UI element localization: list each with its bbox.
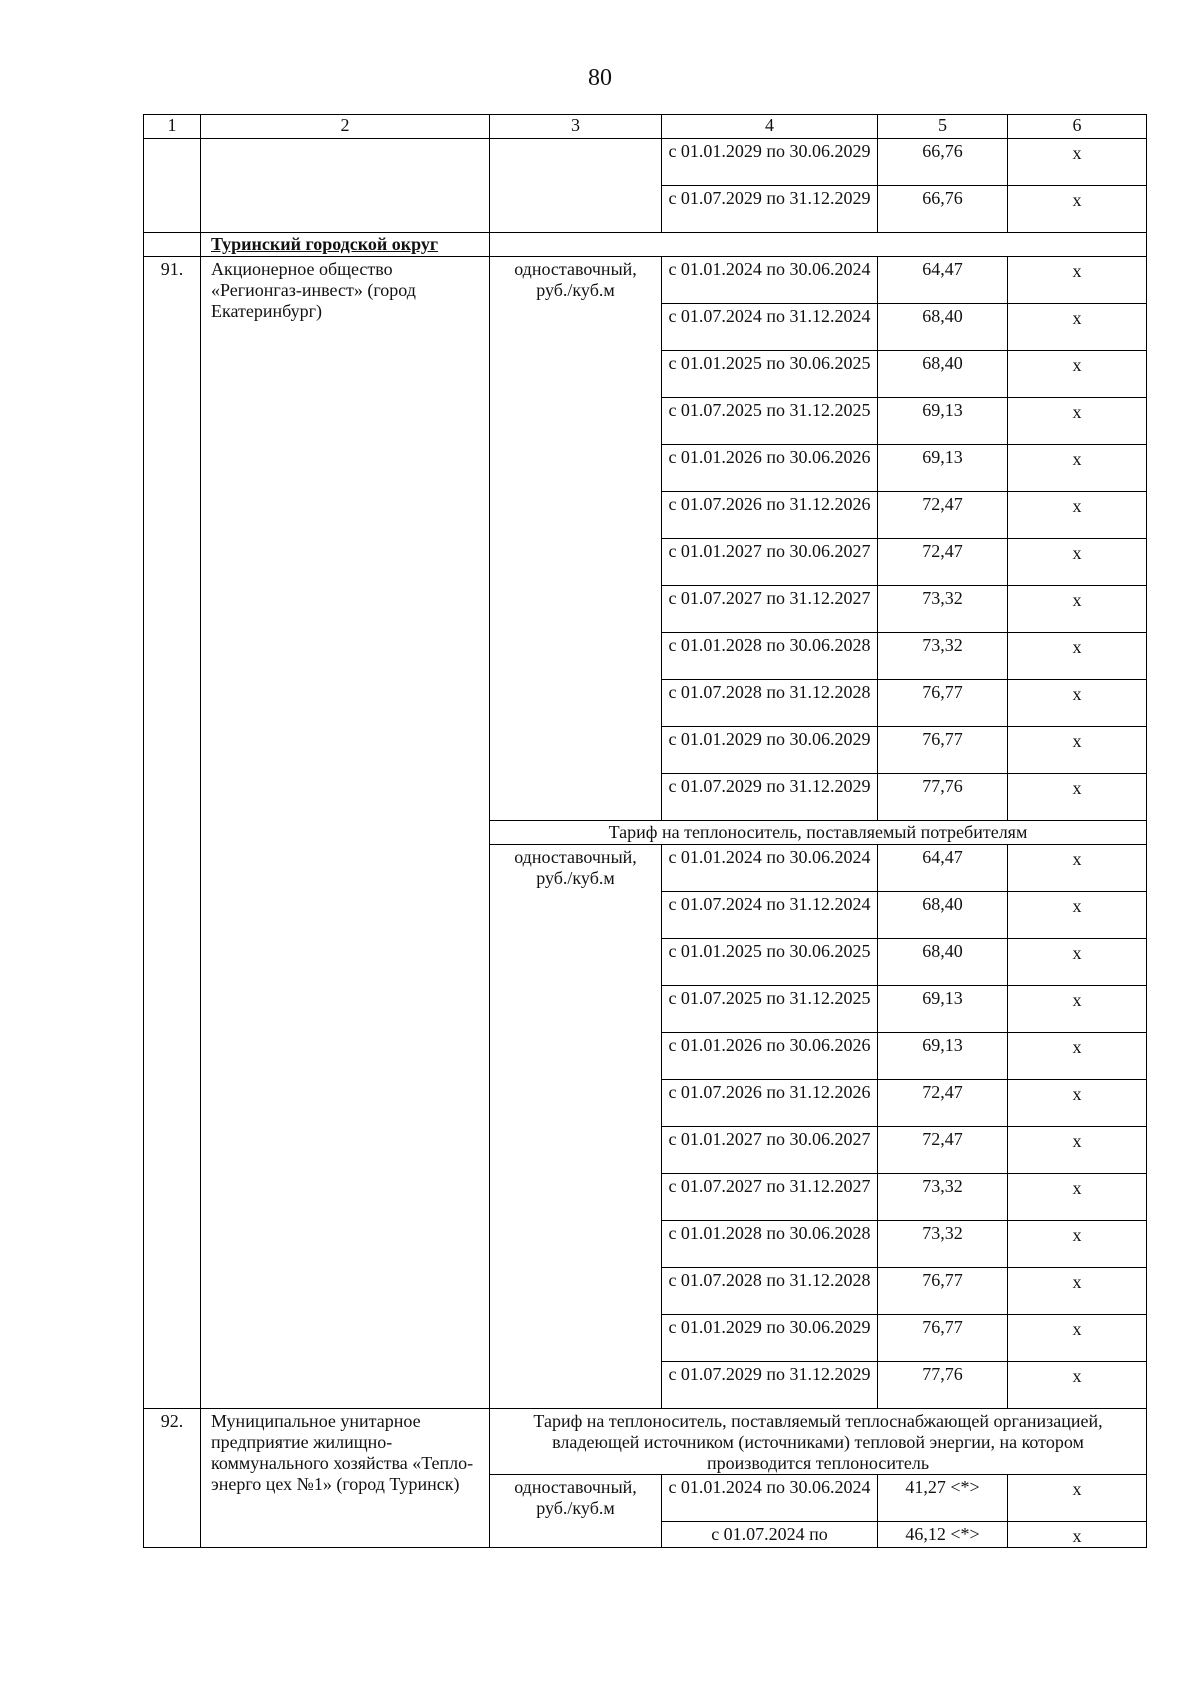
value-cell: 76,77 [878,1315,1008,1362]
mark-cell: х [1008,398,1147,445]
period-cell: с 01.07.2027 по 31.12.2027 [662,586,878,633]
mark-cell: х [1008,1033,1147,1080]
tariff-type: одноставочный, руб./куб.м [490,257,662,821]
mark-cell: х [1008,1362,1147,1409]
column-number: 3 [490,115,662,139]
period-cell: с 01.01.2026 по 30.06.2026 [662,1033,878,1080]
table-row [144,257,1147,304]
value-cell: 73,32 [878,1221,1008,1268]
column-number: 6 [1008,115,1147,139]
period-cell: с 01.07.2029 по 31.12.2029 [662,186,878,233]
page-number: 80 [588,65,612,91]
tariff-type-cell [490,139,662,233]
mark-cell: х [1008,1475,1147,1522]
period-cell: с 01.01.2025 по 30.06.2025 [662,351,878,398]
value-cell: 64,47 [878,257,1008,304]
organization-cell [201,139,490,233]
tariff-subheading: Тариф на теплоноситель, поставляемый потребителям [490,821,1147,845]
mark-cell: х [1008,727,1147,774]
period-cell: с 01.01.2028 по 30.06.2028 [662,1221,878,1268]
organization-name: Муниципальное унитарное предприятие жилищно-коммунального хозяйства «Тепло-энерго цех №1» (город Туринск) [201,1409,490,1548]
section-row [144,233,1147,257]
organization-name: Акционерное общество «Регионгаз-инвест» (город Екатеринбург) [201,257,490,1409]
mark-cell: х [1008,492,1147,539]
value-cell: 73,32 [878,1174,1008,1221]
period-cell: с 01.07.2024 по 31.12.2024 [662,892,878,939]
period-cell: с 01.01.2029 по 30.06.2029 [662,1315,878,1362]
period-cell: с 01.07.2025 по 31.12.2025 [662,986,878,1033]
mark-cell: х [1008,1522,1147,1548]
mark-cell: х [1008,1268,1147,1315]
mark-cell: х [1008,304,1147,351]
period-cell: с 01.01.2028 по 30.06.2028 [662,633,878,680]
tariff-type: одноставочный, руб./куб.м [490,1475,662,1548]
column-number: 2 [201,115,490,139]
table-row [144,139,1147,186]
mark-cell: х [1008,186,1147,233]
value-cell: 64,47 [878,845,1008,892]
value-cell: 66,76 [878,139,1008,186]
value-cell: 77,76 [878,774,1008,821]
period-cell: с 01.07.2028 по 31.12.2028 [662,680,878,727]
value-cell: 72,47 [878,492,1008,539]
entry-number: 92. [144,1409,201,1548]
period-cell: с 01.01.2024 по 30.06.2024 [662,1475,878,1522]
mark-cell: х [1008,1080,1147,1127]
value-cell: 76,77 [878,680,1008,727]
mark-cell: х [1008,939,1147,986]
tariff-table-body [144,115,1147,1548]
period-cell: с 01.01.2027 по 30.06.2027 [662,1127,878,1174]
mark-cell: х [1008,986,1147,1033]
mark-cell: х [1008,445,1147,492]
period-cell: с 01.01.2026 по 30.06.2026 [662,445,878,492]
value-cell: 72,47 [878,539,1008,586]
value-cell: 73,32 [878,586,1008,633]
mark-cell: х [1008,680,1147,727]
value-cell: 69,13 [878,445,1008,492]
entry-number: 91. [144,257,201,1409]
value-cell: 41,27 <*> [878,1475,1008,1522]
period-cell: с 01.01.2027 по 30.06.2027 [662,539,878,586]
column-number-row [144,115,1147,139]
column-number: 1 [144,115,201,139]
value-cell: 69,13 [878,986,1008,1033]
value-cell: 68,40 [878,351,1008,398]
period-cell: с 01.01.2029 по 30.06.2029 [662,139,878,186]
mark-cell: х [1008,1127,1147,1174]
period-cell: с 01.01.2029 по 30.06.2029 [662,727,878,774]
period-cell: с 01.07.2025 по 31.12.2025 [662,398,878,445]
tariff-subheading: Тариф на теплоноситель, поставляемый теплоснабжающей организацией, владеющей источником (источниками) тепловой энергии, на котором производится теплоноситель [490,1409,1147,1475]
period-cell: с 01.01.2025 по 30.06.2025 [662,939,878,986]
value-cell: 76,77 [878,727,1008,774]
mark-cell: х [1008,1315,1147,1362]
value-cell: 76,77 [878,1268,1008,1315]
mark-cell: х [1008,351,1147,398]
period-cell: с 01.07.2029 по 31.12.2029 [662,1362,878,1409]
section-title: Туринский городской округ [201,233,490,257]
value-cell: 73,32 [878,633,1008,680]
period-cell: с 01.01.2024 по 30.06.2024 [662,845,878,892]
column-number: 4 [662,115,878,139]
value-cell: 69,13 [878,398,1008,445]
number-cell [144,233,201,257]
mark-cell: х [1008,774,1147,821]
period-cell: с 01.07.2026 по 31.12.2026 [662,1080,878,1127]
value-cell: 46,12 <*> [878,1522,1008,1548]
value-cell: 77,76 [878,1362,1008,1409]
period-cell: с 01.07.2024 по [662,1522,878,1548]
mark-cell: х [1008,257,1147,304]
mark-cell: х [1008,892,1147,939]
value-cell: 68,40 [878,892,1008,939]
mark-cell: х [1008,845,1147,892]
period-cell: с 01.07.2024 по 31.12.2024 [662,304,878,351]
period-cell: с 01.07.2026 по 31.12.2026 [662,492,878,539]
number-cell [144,139,201,233]
mark-cell: х [1008,1174,1147,1221]
subheading-row [144,1409,1147,1475]
value-cell: 72,47 [878,1127,1008,1174]
period-cell: с 01.07.2029 по 31.12.2029 [662,774,878,821]
mark-cell: х [1008,1221,1147,1268]
tariff-type: одноставочный, руб./куб.м [490,845,662,1409]
mark-cell: х [1008,633,1147,680]
column-number: 5 [878,115,1008,139]
tariff-table [143,114,1147,1548]
value-cell: 68,40 [878,939,1008,986]
period-cell: с 01.07.2028 по 31.12.2028 [662,1268,878,1315]
section-filler [490,233,1147,257]
value-cell: 69,13 [878,1033,1008,1080]
value-cell: 66,76 [878,186,1008,233]
mark-cell: х [1008,586,1147,633]
mark-cell: х [1008,139,1147,186]
period-cell: с 01.07.2027 по 31.12.2027 [662,1174,878,1221]
value-cell: 72,47 [878,1080,1008,1127]
value-cell: 68,40 [878,304,1008,351]
mark-cell: х [1008,539,1147,586]
period-cell: с 01.01.2024 по 30.06.2024 [662,257,878,304]
